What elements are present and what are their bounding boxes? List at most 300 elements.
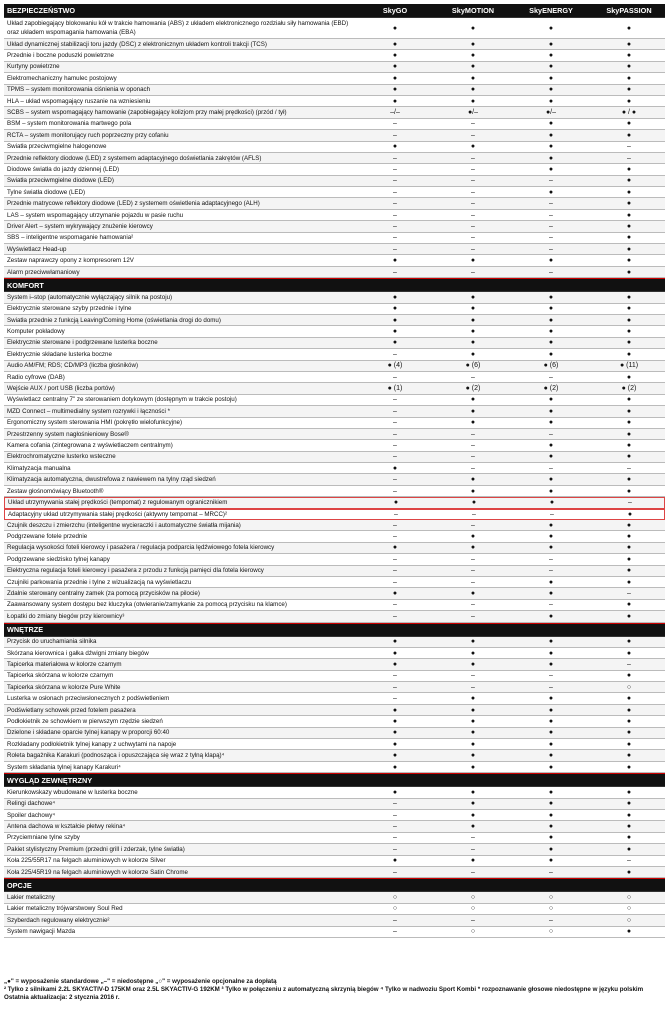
availability-cell: – [393,131,397,139]
feature-name: Czujniki parkowania przednie i tylne z wizualizacją na wyświetlaczu [7,578,192,586]
availability-cell: – [627,143,631,151]
table-row [4,418,665,429]
section-title: KOMFORT [7,280,44,290]
column-header: SkyMOTION [451,6,495,15]
availability-cell: – [394,510,398,518]
table-row [4,821,665,832]
availability-cell: ● [470,305,476,313]
availability-cell: ● (6) [465,362,481,370]
availability-cell: ● [548,706,554,714]
availability-cell: ●/– [467,109,479,117]
table-row [4,588,665,599]
feature-name: Przednie reflektory diodowe (LED) z systemem adaptacyjnego doświetlania zakrętów (AFLS) [7,154,262,162]
availability-cell: ● [548,752,554,760]
table-row [4,142,665,153]
feature-name: Klimatyzacja automatyczna, dwustrefowa z nawiewem na tylny rząd siedzeń [7,476,216,484]
table-row [4,73,665,84]
availability-cell: – [393,695,397,703]
feature-name: Przyciemniane tylne szyby [7,834,80,842]
feature-name: Rozkładany podłokietnik tylnej kanapy z uchwytami na napoje [7,740,177,748]
section-header [4,878,665,892]
availability-cell: – [393,407,397,415]
feature-name: Skórzana kierownica i gałka dźwigni zmiany biegów [7,649,149,657]
availability-cell: – [393,800,397,808]
availability-cell: ● [548,188,554,196]
availability-cell: – [471,373,475,381]
availability-cell: ● [392,328,398,336]
availability-cell: ● [626,612,632,620]
table-row [4,600,665,611]
availability-cell: – [471,834,475,842]
availability-cell: ● [548,40,554,48]
table-row [4,187,665,198]
availability-cell: ● [470,396,476,404]
availability-cell: ● [392,86,398,94]
table-row [4,566,665,577]
availability-cell: ● [470,487,476,495]
availability-cell: ● [626,63,632,71]
availability-cell: ● [548,24,554,32]
availability-cell: ● [392,788,398,796]
feature-name: TPMS – system monitorowania ciśnienia w oponach [7,86,151,94]
availability-cell: ● [392,638,398,646]
feature-name: System i–stop (automatycznie wyłączający silnik na postoju) [7,293,173,301]
availability-cell: – [393,533,397,541]
table-row [4,611,665,622]
feature-name: Relingi dachowe⁴ [7,800,56,808]
availability-cell: ● [392,52,398,60]
availability-cell: – [393,430,397,438]
table-row [4,50,665,61]
feature-name: Przestrzenny system nagłośnieniowy Bose® [7,430,129,438]
availability-cell: – [471,165,475,173]
feature-name: System składania tylnej kanapy Karakuri⁴ [7,763,121,771]
feature-name: Dzielone i składane oparcie tylnej kanapy w proporcji 60:40 [7,729,170,737]
availability-cell: – [393,823,397,831]
availability-cell: ● [626,211,632,219]
availability-cell: ● [626,257,632,265]
availability-cell: ● [470,763,476,771]
availability-cell: – [471,845,475,853]
availability-cell: ● [626,24,632,32]
feature-name: Zdalnie sterowany centralny zamek (za pomocą przycisków na pilocie) [7,590,200,598]
table-row [4,315,665,326]
availability-cell: – [393,811,397,819]
availability-cell: ● [626,763,632,771]
availability-cell: ● [626,729,632,737]
table-row [4,176,665,187]
feature-name: LAS – system wspomagający utrzymanie pojazdu w pasie ruchu [7,211,184,219]
availability-cell: ● [392,97,398,105]
availability-cell: ● [626,578,632,586]
availability-cell: ● [548,638,554,646]
availability-cell: ● [470,638,476,646]
feature-name: Wyświetlacz centralny 7" ze sterowaniem dotykowym (dostępnym w trakcie postoju) [7,396,237,404]
availability-cell: ● [626,567,632,575]
table-row [4,531,665,542]
availability-cell: ● [548,350,554,358]
availability-cell: ● [470,97,476,105]
availability-cell: ● [626,268,632,276]
table-row [4,693,665,704]
feature-name: Komputer pokładowy [7,328,65,336]
feature-name: MZD Connect – multimedialny system rozrywki i łączności * [7,407,170,415]
availability-cell: ● [626,131,632,139]
availability-cell: ● [548,649,554,657]
table-row [4,762,665,773]
availability-cell: – [393,487,397,495]
availability-cell: – [393,177,397,185]
feature-name: Wejście AUX / port USB (liczba portów) [7,385,115,393]
availability-cell: – [471,154,475,162]
table-row [4,338,665,349]
availability-cell: – [471,612,475,620]
availability-cell: ● [626,245,632,253]
availability-cell: – [393,683,397,691]
availability-cell: ● [392,649,398,657]
feature-name: Tylne światła diodowe (LED) [7,188,86,196]
availability-cell: ● [470,752,476,760]
table-row [4,107,665,118]
feature-name: Koła 225/55R17 na felgach aluminiowych w kolorze Silver [7,857,166,865]
feature-name: Przycisk do uruchamiania silnika [7,638,97,646]
availability-cell: ● [548,612,554,620]
table-row [4,406,665,417]
availability-cell: ● (11) [619,362,639,370]
availability-cell: ● (2) [465,385,481,393]
availability-cell: ● [392,857,398,865]
availability-cell: – [549,672,553,680]
availability-cell: ● [548,717,554,725]
availability-cell: ● (2) [621,385,637,393]
table-row [4,682,665,693]
table-row [4,659,665,670]
availability-cell: – [471,268,475,276]
availability-cell: – [393,672,397,680]
table-row [4,787,665,798]
availability-cell: – [393,555,397,563]
feature-name: Antena dachowa w kształcie płetwy rekina⁴ [7,823,126,831]
feature-name: Przednie matrycowe reflektory diodowe (LED) z systemem oświetlenia adaptacyjnego (ALH) [7,200,260,208]
availability-cell: ● [626,373,632,381]
availability-cell: ● [548,578,554,586]
availability-cell: ● [470,339,476,347]
footer [4,978,665,1002]
feature-name: Diodowe światła do jazdy dziennej (LED) [7,165,120,173]
availability-cell: ● [626,453,632,461]
availability-cell: ● [548,521,554,529]
availability-cell: – [549,268,553,276]
availability-cell: – [393,234,397,242]
availability-cell: – [471,868,475,876]
availability-cell: – [627,154,631,162]
availability-cell: ● (1) [387,385,403,393]
availability-cell: ● [626,672,632,680]
availability-cell: – [393,154,397,162]
availability-cell: ● [549,499,555,507]
feature-name: Spoiler dachowy⁴ [7,811,56,819]
availability-cell: ● [470,800,476,808]
availability-cell: ● [626,97,632,105]
table-row [4,856,665,867]
availability-cell: ● [626,649,632,657]
feature-name: Szyberdach regulowany elektrycznie² [7,916,110,924]
feature-name: Zaawansowany system dostępu bez kluczyka (otwieranie/zamykanie za pomocą przycisku na klamce) [7,601,287,609]
availability-cell: ● [470,293,476,301]
availability-cell: ● [548,257,554,265]
availability-cell: ● [626,86,632,94]
availability-cell: – [549,430,553,438]
table-row [4,372,665,383]
feature-name: Tapicerka skórzana w kolorze Pure White [7,683,121,691]
availability-cell: ● [626,601,632,609]
availability-cell: ● [548,165,554,173]
table-row [4,383,665,394]
feature-name: Roleta bagażnika Karakuri (podnosząca i opuszczająca się wraz z tylną klapą)⁴ [7,752,225,760]
availability-cell: ● (6) [543,362,559,370]
availability-cell: ● [548,729,554,737]
table-row [4,520,665,531]
section-header [4,623,665,637]
table-row [4,799,665,810]
availability-cell: ● [548,845,554,853]
availability-cell: ● [470,533,476,541]
availability-cell: – [471,245,475,253]
table-row [4,349,665,360]
availability-cell: ● [548,544,554,552]
feature-name: Elektrycznie sterowane szyby przednie i tylne [7,305,132,313]
availability-cell: ● [548,834,554,842]
availability-cell: ● [626,533,632,541]
table-row [4,728,665,739]
availability-cell: – [393,268,397,276]
availability-cell: ● [548,476,554,484]
availability-cell: – [393,521,397,529]
availability-cell: – [549,177,553,185]
availability-cell: ○ [626,905,632,913]
availability-cell: ● [548,441,554,449]
table-row [4,39,665,50]
availability-cell: ● [627,510,633,518]
availability-cell: ● [470,143,476,151]
availability-cell: – [549,601,553,609]
column-header: SkyPASSION [606,6,652,15]
table-row [4,543,665,554]
availability-cell: ● [626,430,632,438]
availability-cell: ● [626,834,632,842]
table-row [4,440,665,451]
availability-cell: – [393,200,397,208]
table-row [4,844,665,855]
table-row [4,18,665,39]
availability-cell: – [471,177,475,185]
availability-cell: ● [470,350,476,358]
availability-cell: – [471,555,475,563]
feature-name: Światła przednie z funkcją Leaving/Coming Home (oświetlania drogi do domu) [7,316,221,324]
feature-name: Tapicerka materiałowa w kolorze czarnym [7,661,122,668]
table-row [4,833,665,844]
availability-cell: ● [626,476,632,484]
availability-cell: ● [470,24,476,32]
availability-cell: ● [392,316,398,324]
availability-cell: ● [548,154,554,162]
availability-cell: – [393,578,397,586]
availability-cell: ○ [392,894,398,902]
table-row [4,62,665,73]
availability-cell: ● [626,740,632,748]
feature-name: Tapicerka skórzana w kolorze czarnym [7,672,114,680]
availability-cell: – [393,120,397,128]
availability-cell: – [393,188,397,196]
availability-cell: – [471,567,475,575]
availability-cell: ● [626,752,632,760]
feature-name: Zestaw głośnomówiący Bluetooth® [7,487,104,495]
availability-cell: ● [548,120,554,128]
availability-cell: ● [626,350,632,358]
availability-cell: ● [548,419,554,427]
feature-name: Wyświetlacz Head-up [7,245,67,253]
availability-cell: ● [626,555,632,563]
table-row [4,577,665,588]
feature-name: Czujnik deszczu i zmierzchu (inteligentne wycieraczki i automatyczne światła mijania) [7,521,241,529]
section-title: WNĘTRZE [7,625,44,635]
availability-cell: ● [626,52,632,60]
availability-cell: – [471,672,475,680]
availability-cell: ○ [548,905,554,913]
availability-cell: ● [626,40,632,48]
availability-cell: – [471,464,475,472]
availability-cell: ● [548,740,554,748]
availability-cell: ● [548,74,554,82]
availability-cell: ● [548,661,554,668]
availability-cell: – [471,521,475,529]
availability-cell: ● [470,316,476,324]
availability-cell: – [549,373,553,381]
feature-name: BSM – system monitorowania martwego pola [7,120,132,128]
availability-cell: ● [470,857,476,865]
table-row [4,429,665,440]
availability-cell: ● [392,661,398,668]
availability-cell: – [471,683,475,691]
feature-name: RCTA – system monitorujący ruch poprzeczny przy cofaniu [7,131,169,139]
availability-cell: ● [470,717,476,725]
availability-cell: – [471,453,475,461]
feature-name: System nawigacji Mazda [7,928,76,936]
availability-cell: ● [548,763,554,771]
table-row [4,153,665,164]
table-row [4,221,665,232]
availability-cell: ● [548,823,554,831]
availability-cell: – [471,131,475,139]
section-title: BEZPIECZEŃSTWO [7,6,76,15]
table-row [4,892,665,903]
availability-cell: – [627,464,631,472]
availability-cell: ● [548,293,554,301]
feature-name: Zestaw naprawczy opony z kompresorem 12V [7,257,134,265]
availability-cell: ● [626,177,632,185]
availability-cell: ○ [470,894,476,902]
availability-cell: ● [470,328,476,336]
feature-name: Kurtyny powietrzne [7,63,60,71]
table-row [4,255,665,266]
availability-cell: ● [548,811,554,819]
table-row [4,326,665,337]
table-row [4,361,665,372]
availability-cell: ● [470,740,476,748]
availability-cell: ● [392,24,398,32]
availability-cell: – [393,916,397,924]
availability-cell: ● [548,695,554,703]
feature-name: Elektromechaniczny hamulec postojowy [7,74,117,82]
availability-cell: ● [548,328,554,336]
availability-cell: – [471,120,475,128]
availability-cell: ● [626,419,632,427]
table-row [4,233,665,244]
availability-cell: ● [626,328,632,336]
availability-cell: ● [470,407,476,415]
feature-name: Ergonomiczny system sterowania HMI (pokrętło wielofunkcyjne) [7,419,183,427]
availability-cell: ● [392,143,398,151]
availability-cell: ● [626,339,632,347]
availability-cell: – [549,222,553,230]
availability-cell: – [393,601,397,609]
availability-cell: ● [626,487,632,495]
table-row [4,119,665,130]
table-row [4,130,665,141]
availability-cell: ● [392,74,398,82]
table-row [4,474,665,485]
availability-cell: ● [470,544,476,552]
availability-cell: ● [470,706,476,714]
availability-cell: ○ [392,905,398,913]
feature-name: Elektrochromatyczne lusterko wsteczne [7,453,116,461]
availability-cell: ● [392,257,398,265]
feature-name: Układ zapobiegający blokowaniu kół w trakcie hamowania (ABS) z układem elektronicznego rozdziału siły hamowania (EBD) oraz układem wspomagania hamowania (EBA) [7,20,349,36]
availability-cell: ● [548,396,554,404]
availability-cell: ● [626,868,632,876]
availability-cell: ● / ● [621,109,637,117]
availability-cell: ● [470,419,476,427]
availability-cell: ● [470,695,476,703]
availability-cell: – [393,834,397,842]
table-row [4,705,665,716]
table-row [4,671,665,682]
availability-cell: ● [626,706,632,714]
availability-cell: ● [626,165,632,173]
availability-cell: – [393,476,397,484]
feature-name: Podgrzewane fotele przednie [7,533,88,541]
availability-cell: ● [470,257,476,265]
availability-cell: ● [392,740,398,748]
table-row [4,304,665,315]
availability-cell: – [549,868,553,876]
availability-cell: – [550,510,554,518]
availability-cell: ●/– [545,109,557,117]
availability-cell: – [393,222,397,230]
table-row [4,497,665,508]
table-row [4,509,665,520]
availability-cell: – [471,578,475,586]
feature-name: Układ dynamicznej stabilizacji toru jazdy (DSC) z elektronicznym układem kontroli trakcji (TCS) [7,40,267,48]
table-row [4,716,665,727]
availability-cell: ● [626,811,632,819]
table-row [4,292,665,303]
availability-cell: ● [470,40,476,48]
availability-cell: ● [392,706,398,714]
feature-name: Adaptacyjny układ utrzymywania stałej prędkości (aktywny tempomat – MRCC)² [8,510,228,518]
availability-cell: ● [626,316,632,324]
feature-name: Światła przeciwmgielne halogenowe [7,143,107,151]
